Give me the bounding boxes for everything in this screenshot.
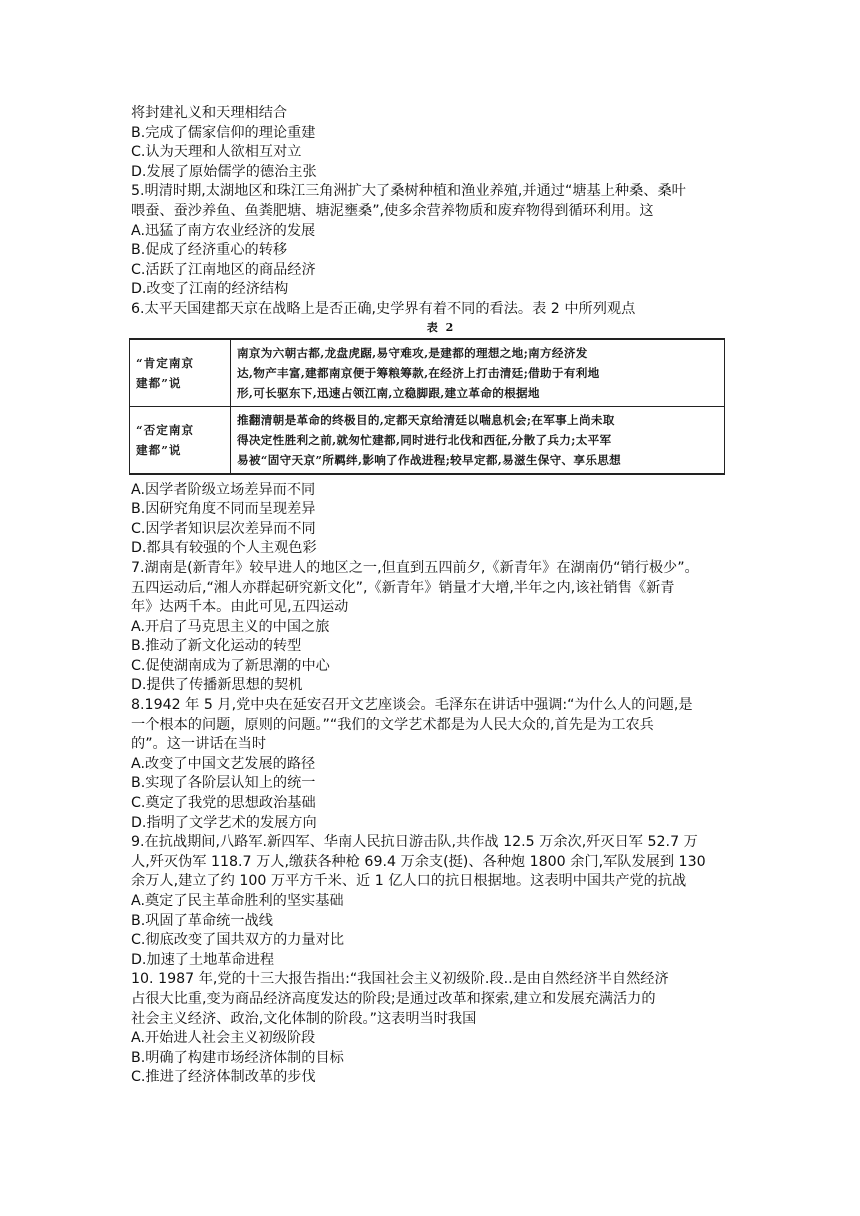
row-content-line: 形,可长驱东下,迅速占领江南,立稳脚跟,建立革命的根据地 [237,385,540,400]
text-line: C.认为天理和人欲相互对立 [131,144,302,161]
text-line: C.奠定了我党的思想政治基础 [131,795,316,812]
row-content-line: 达,物产丰富,建都南京便于筹粮筹款,在经济上打击清廷;借助于有利地 [237,365,600,380]
text-line: D.改变了江南的经济结构 [131,281,289,298]
text-line: D.加速了土地革命进程 [131,951,275,968]
text-block-bottom [131,481,751,1088]
text-line: C.彻底改变了国共双方的力量对比 [131,932,345,949]
text-line: B.实现了各阶层认知上的统一 [131,775,316,792]
row-header [130,406,231,474]
table-row [130,339,725,407]
text-line: 社会主义经济、政治,文化体制的阶段。”这表明当时我国 [131,1010,477,1027]
text-line: 占很大比重,变为商品经济高度发达的阶段;是通过改革和探索,建立和发展充满活力的 [131,990,656,1007]
text-line: A.奠定了民主革命胜利的坚实基础 [131,893,344,909]
row-content [231,339,725,407]
text-line: B.巩固了革命统一战线 [131,912,273,929]
viewpoints-table [129,338,725,475]
row-header-line: “肯定南京 [136,355,195,370]
text-line: D.指明了文学艺术的发展方向 [131,814,317,831]
text-line: C.促使湖南成为了新思潮的中心 [131,657,330,674]
text-line: A.改变了中国文艺发展的路径 [131,755,316,772]
text-line: A.因学者阶级立场差异而不同 [131,481,316,498]
text-line: 年》达两千本。由此可见,五四运动 [131,599,349,616]
text-line: 余万人,建立了约 100 万平方千米、近 1 亿人口的抗日根据地。这表明中国共产党的抗战 [131,873,687,890]
table-row [130,406,725,474]
text-line: 五四运动后,“湘人亦群起研究新文化”,《新青年》销量才大增,半年之内,该社销售《新青 [131,579,675,596]
text-line: 6.太平天国建都天京在战略上是否正确,史学界有着不同的看法。表 2 中所列观点 [131,300,636,317]
text-block-top [131,104,751,320]
text-line: C.活跃了江南地区的商品经济 [131,261,316,278]
text-line: 喂蚕、蚕沙养鱼、鱼粪肥塘、塘泥壅桑”,使多余营养物质和废弃物得到循环利用。这 [131,202,654,219]
row-content-line: 南京为六朝古都,龙盘虎踞,易守难攻,是建都的理想之地;南方经济发 [237,345,588,360]
row-content-line: 得决定性胜利之前,就匆忙建都,同时进行北伐和西征,分散了兵力;太平军 [237,432,612,447]
text-line: 一个根本的问题，原则的问题。”“我们的文学艺术都是为人民大众的,首先是为工农兵 [131,716,654,733]
row-content-line: 易被“固守天京”所羁绊,影响了作战进程;较早定都,易滋生保守、享乐思想 [237,452,622,467]
text-line: A.迅猛了南方农业经济的发展 [131,222,316,239]
text-line: C.推进了经济体制改革的步伐 [131,1069,316,1086]
text-line: 5.明清时期,太湖地区和珠江三角洲扩大了桑树种植和渔业养殖,并通过“塘基上种桑、桑叶 [131,183,686,200]
text-line: D.提供了传播新思想的契机 [131,677,303,694]
table-caption: 表 2 [426,320,456,334]
text-line: A.开启了马克思主义的中国之旅 [131,618,330,635]
text-line: B.明确了构建市场经济体制的目标 [131,1049,344,1066]
row-header [130,339,231,407]
document-page [131,104,751,1088]
row-content-line: 推翻清朝是革命的终极目的,定都天京给清廷以喘息机会;在军事上尚未取 [237,412,615,427]
text-line: 将封建礼义和天理相结合 [131,105,288,121]
text-line: C.因学者知识层次差异而不同 [131,520,316,537]
row-content [231,406,725,474]
row-header-line: “否定南京 [136,422,195,437]
text-line: 9.在抗战期间,八路军.新四军、华南人民抗日游击队,共作战 12.5 万余次,歼灭日军 52.7 万 [131,834,698,851]
row-header-line: 建都”说 [136,375,182,390]
text-line: D.都具有较强的个人主观色彩 [131,540,317,557]
text-line: 10. 1987 年,党的十三大报告指出:“我国社会主义初级阶.段..是由自然经济半自然经济 [131,971,669,988]
text-line: B.推动了新文化运动的转型 [131,638,302,655]
text-line: 8.1942 年 5 月,党中央在延安召开文艺座谈会。毛泽东在讲话中强调:“为什么人的问题,是 [131,697,693,714]
row-header-line: 建都”说 [136,442,182,457]
text-line: A.开始进人社会主义初级阶段 [131,1030,316,1047]
text-line: 7.湖南是(新青年》较早进人的地区之一,但直到五四前夕,《新青年》在湖南仍“销行极少”。 [131,559,699,576]
text-line: B.因研究角度不同而呈现差异 [131,501,316,518]
text-line: D.发展了原始儒学的德治主张 [131,163,317,180]
text-line: B.促成了经济重心的转移 [131,242,288,259]
text-line: 的”。这一讲话在当时 [131,736,267,753]
text-line: 人,歼灭伪军 118.7 万人,缴获各种枪 69.4 万余支(挺)、各种炮 1800 余门,军队发展到 130 [131,853,706,870]
text-line: B.完成了儒家信仰的理论重建 [131,124,316,141]
